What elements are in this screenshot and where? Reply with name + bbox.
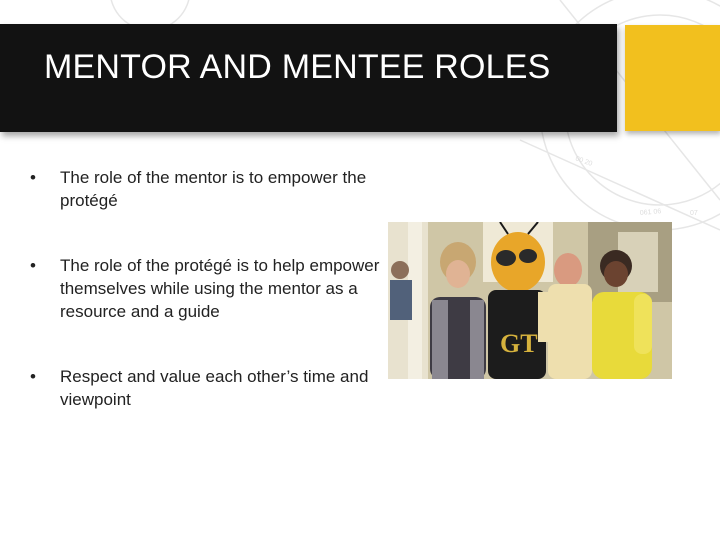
svg-text:07: 07: [690, 210, 698, 217]
bullet-dot-icon: •: [30, 367, 36, 386]
accent-block: [625, 25, 720, 131]
bullet-item: [30, 166, 380, 212]
bullet-text: The role of the protégé is to help empower themselves while using the mentor as a resource and a guide: [60, 256, 380, 321]
bullet-text: The role of the mentor is to empower the protégé: [60, 168, 367, 210]
bullet-text: Respect and value each other’s time and viewpoint: [60, 367, 369, 409]
bullet-dot-icon: •: [30, 168, 36, 187]
bullet-item: [30, 365, 380, 411]
bullet-list: [30, 166, 380, 411]
mascot-logo: GT: [500, 329, 538, 358]
group-photo: [388, 222, 672, 379]
svg-text:00 20: 00 20: [574, 155, 594, 168]
svg-text:061 06: 061 06: [639, 208, 662, 217]
bullet-item: [30, 254, 380, 323]
bullet-dot-icon: •: [30, 256, 36, 275]
group-photo-illustration: [388, 222, 672, 379]
slide-title: MENTOR AND MENTEE ROLES: [44, 48, 551, 86]
